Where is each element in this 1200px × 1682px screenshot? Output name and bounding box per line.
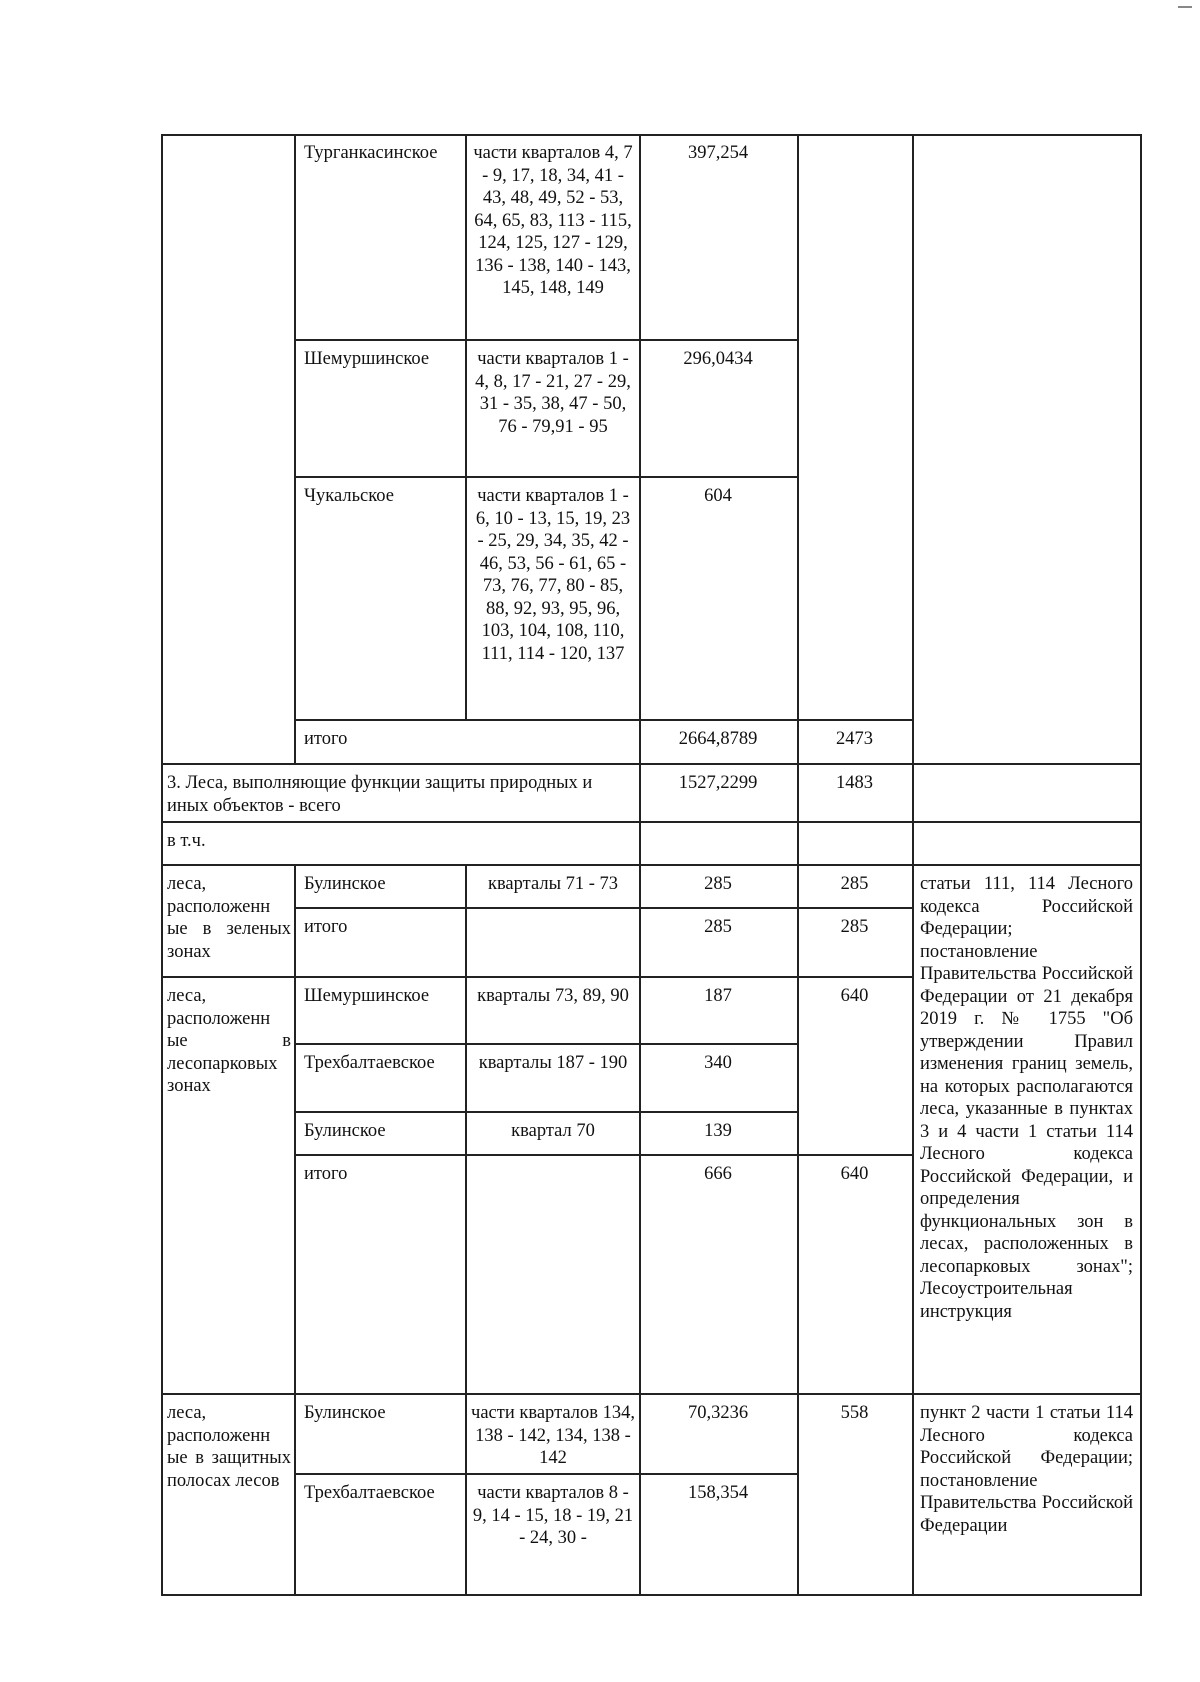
grid-line xyxy=(465,864,467,1595)
area-cell: 296,0434 xyxy=(683,349,753,369)
grid-line xyxy=(161,864,1142,866)
area-cell: 397,254 xyxy=(687,143,749,163)
grid-line xyxy=(294,134,296,763)
area-cell: 70,3236 xyxy=(687,1403,749,1423)
forestry-name: Трехбалтаевское xyxy=(304,1483,435,1503)
quarters-cell: части кварталов 4, 7 - 9, 17, 18, 34, 41 - 43, 48, 49, 52 - 53, 64, 65, 83, 113 - 115, 124, 125, 127 - 129, 136 - 138, 140 - 143, 145, 148, 149 xyxy=(473,143,633,298)
forestry-name: Шемуршинское xyxy=(304,349,430,369)
total-label: итого xyxy=(304,917,348,937)
grid-line xyxy=(912,134,914,1595)
area-cell: 139 xyxy=(704,1121,732,1141)
category-green-zones: леса, расположенн ые в зеленых зонах xyxy=(167,874,291,962)
area-cell: 340 xyxy=(704,1053,732,1073)
quarters-cell: кварталы 73, 89, 90 xyxy=(477,986,629,1006)
area-2-cell: 558 xyxy=(840,1403,869,1423)
section-3-label: 3. Леса, выполняющие функции защиты природных и иных объектов - всего xyxy=(167,773,593,816)
forestry-name: Булинское xyxy=(304,874,386,894)
total-area-2: 285 xyxy=(840,917,869,937)
total-area-2: 640 xyxy=(840,1164,869,1184)
total-area: 666 xyxy=(704,1164,732,1184)
area-2-cell: 640 xyxy=(840,986,869,1006)
grid-line xyxy=(465,134,467,719)
forestry-name: Булинское xyxy=(304,1403,386,1423)
grid-line xyxy=(161,976,912,978)
quarters-cell: части кварталов 134, 138 - 142, 134, 138 - 142 xyxy=(471,1403,635,1468)
total-area: 2664,8789 xyxy=(678,729,758,749)
grid-line xyxy=(797,134,799,1595)
area-cell: 187 xyxy=(704,986,732,1006)
forestry-name: Трехбалтаевское xyxy=(304,1053,435,1073)
forest-table xyxy=(161,134,1142,1596)
forestry-name: Чукальское xyxy=(304,486,394,506)
total-label: итого xyxy=(304,1164,348,1184)
grid-line xyxy=(294,1154,912,1156)
forestry-name: Турганкасинское xyxy=(304,143,438,163)
page-edge-mark xyxy=(1178,6,1192,8)
grid-line xyxy=(294,1111,797,1113)
grid-line xyxy=(161,134,163,1596)
forestry-name: Булинское xyxy=(304,1121,386,1141)
forestry-name: Шемуршинское xyxy=(304,986,430,1006)
grid-line xyxy=(1140,134,1142,1595)
grid-line xyxy=(161,134,1142,136)
quarters-cell: части кварталов 1 - 4, 8, 17 - 21, 27 - 29, 31 - 35, 38, 47 - 50, 76 - 79,91 - 95 xyxy=(475,349,631,437)
quarters-cell: кварталы 187 - 190 xyxy=(478,1053,628,1073)
grid-line xyxy=(294,719,912,721)
grid-line xyxy=(161,763,1142,765)
grid-line xyxy=(294,1043,797,1045)
area-cell: 158,354 xyxy=(687,1483,749,1503)
total-area: 285 xyxy=(704,917,732,937)
area-cell: 285 xyxy=(704,874,732,894)
grid-line xyxy=(294,476,797,478)
section-3-area: 1527,2299 xyxy=(678,773,758,793)
grid-line xyxy=(294,864,296,1595)
section-3-area-2: 1483 xyxy=(836,773,873,793)
quarters-cell: части кварталов 1 - 6, 10 - 13, 15, 19, 23 - 25, 29, 34, 35, 42 - 46, 53, 56 - 61, 65 - 73, 76, 77, 80 - 85, 88, 92, 93, 95, 96, 103, 104, 108, 110, 111, 114 - 120, 137 xyxy=(475,486,631,664)
legal-basis: статьи 111, 114 Лесного кодекса Российской Федерации; постановление Правительства Российской Федерации от 21 декабря 2019 г. № 1755 "Об утверждении Правил изменения границ земель, на которых располагаются леса, указанные в пунктах 3 и 4 части 1 статьи 114 Лесного кодекса Российской Федерации, и определения функциональных зон в лесах, расположенных в лесопарковых зонах"; Лесоустроительная инструкция xyxy=(920,874,1133,1322)
legal-basis: пункт 2 части 1 статьи 114 Лесного кодекса Российской Федерации; постановление Правительства Российской Федерации xyxy=(920,1403,1133,1536)
grid-line xyxy=(161,1594,1142,1596)
quarters-cell: части кварталов 8 - 9, 14 - 15, 18 - 19, 21 - 24, 30 - xyxy=(472,1483,634,1548)
grid-line xyxy=(294,1473,797,1475)
total-label: итого xyxy=(304,729,348,749)
category-protective-strips: леса, расположенн ые в защитных полосах лесов xyxy=(167,1403,291,1491)
grid-line xyxy=(161,1393,1142,1395)
category-forest-park-zones: леса, расположенн ые в лесопарковых зонах xyxy=(167,986,291,1096)
total-area-2: 2473 xyxy=(836,729,873,749)
including-label: в т.ч. xyxy=(167,831,206,851)
area-cell: 604 xyxy=(704,486,732,506)
grid-line xyxy=(294,907,912,909)
grid-line xyxy=(161,821,1142,823)
quarters-cell: кварталы 71 - 73 xyxy=(487,874,619,894)
area-2-cell: 285 xyxy=(840,874,869,894)
grid-line xyxy=(294,339,797,341)
quarters-cell: квартал 70 xyxy=(511,1121,595,1141)
